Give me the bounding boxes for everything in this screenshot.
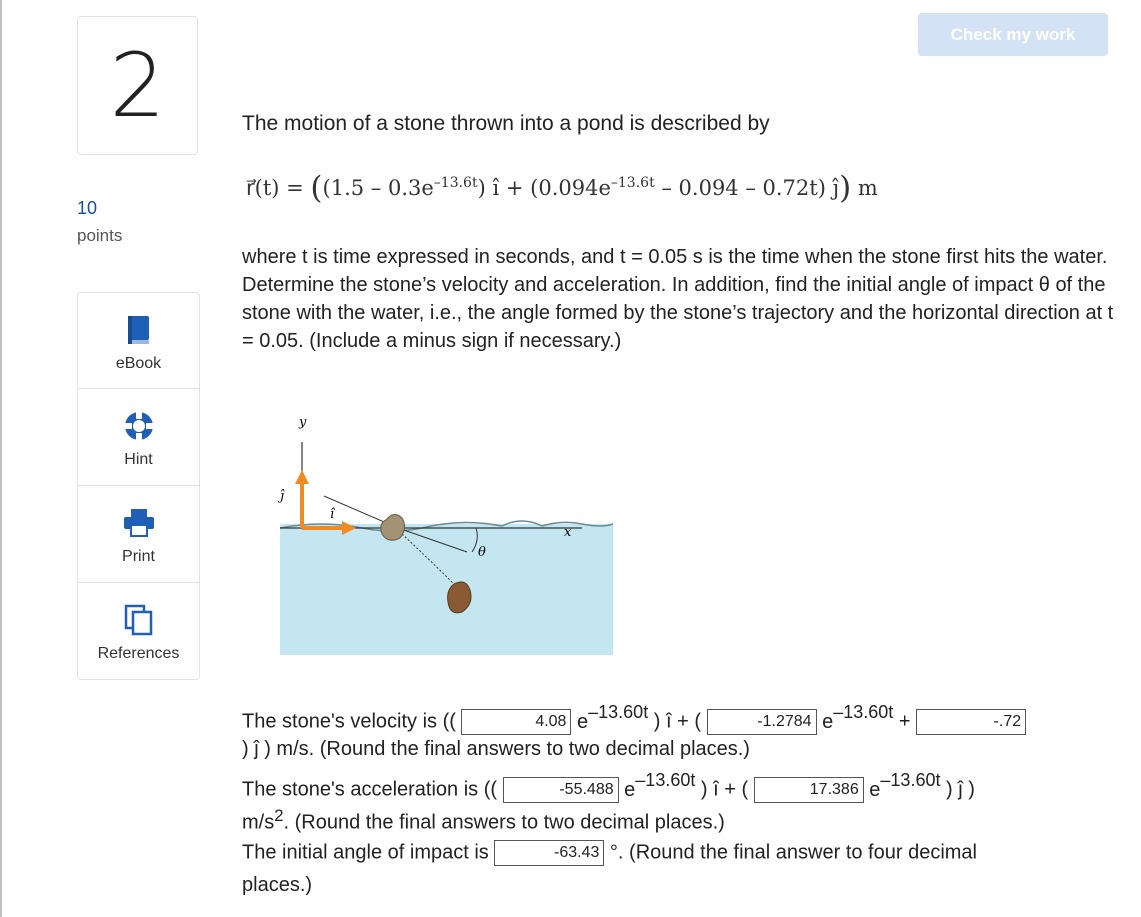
velocity-j-exponent: –13.60t	[833, 702, 894, 722]
y-axis-label: y	[299, 415, 307, 430]
angle-input[interactable]: -63.43	[494, 840, 604, 866]
velocity-mid1: ) î + (	[653, 710, 701, 733]
velocity-suffix-line	[242, 738, 1132, 772]
tools-panel	[77, 292, 200, 680]
velocity-i-exponent: –13.60t	[588, 702, 649, 722]
i-label: î	[330, 507, 335, 522]
question-prompt: The motion of a stone thrown into a pond is described by	[242, 112, 770, 135]
hint-button[interactable]	[77, 389, 200, 486]
acceleration-j-exponent: –13.60t	[880, 770, 941, 790]
documents-icon	[124, 603, 154, 637]
velocity-mid2: +	[898, 710, 911, 733]
velocity-j-constant-input[interactable]: -.72	[916, 709, 1026, 735]
angle-suffix-line	[242, 874, 1132, 908]
j-label: ĵ	[280, 489, 285, 504]
points-value: 10	[77, 198, 98, 218]
acceleration-j-exponential	[869, 770, 941, 801]
points-label: points	[77, 226, 123, 245]
equation-close-paren: )	[839, 170, 852, 206]
water-region	[280, 524, 613, 655]
acceleration-line	[242, 772, 1132, 806]
acceleration-suffix: . (Round the final answers to two decimal places.)	[283, 811, 725, 834]
references-label: References	[97, 645, 180, 662]
ebook-label: eBook	[115, 355, 162, 372]
ebook-button[interactable]	[77, 292, 200, 389]
references-button[interactable]	[77, 583, 200, 680]
book-icon	[126, 313, 152, 347]
acceleration-j-coefficient-input[interactable]: 17.386	[754, 777, 864, 803]
velocity-suffix: ) ĵ ) m/s. (Round the final answers to two decimal places.)	[242, 738, 750, 760]
question-paragraph: where t is time expressed in seconds, and t = 0.05 s is the time when the stone first hits the water. Determine the stone’s velocity and acceleration. In addition, find the initial angle of impact θ of the stone with the water, i.e., the angle formed by the stone’s trajectory and the horizontal direction at t = 0.05. (Include a minus sign if necessary.)	[242, 246, 1114, 352]
velocity-prefix: The stone's velocity is ((	[242, 710, 456, 733]
print-label: Print	[122, 548, 155, 565]
theta-label: θ	[478, 545, 486, 560]
position-equation	[246, 170, 878, 206]
answers-section	[242, 704, 1132, 908]
x-axis-label: x	[564, 525, 572, 540]
acceleration-i-e: e	[624, 778, 636, 801]
acceleration-unit: m/s	[242, 811, 275, 834]
equation-j-term-b: – 0.094 – 0.72t) ĵ	[654, 176, 840, 200]
check-my-work-button[interactable]: Check my work	[918, 13, 1108, 56]
equation-open-paren: (	[310, 170, 323, 206]
left-border	[0, 0, 2, 917]
angle-suffix-2: places.)	[242, 874, 313, 896]
acceleration-mid2: ) ĵ )	[946, 778, 975, 801]
stone-pond-figure	[262, 412, 622, 657]
acceleration-i-exponential	[624, 770, 696, 801]
acceleration-i-coefficient-input[interactable]: -55.488	[503, 777, 619, 803]
angle-prefix: The initial angle of impact is	[242, 841, 489, 864]
stone-at-surface	[381, 514, 405, 540]
acceleration-mid1: ) î + (	[700, 778, 749, 801]
equation-lhs: r⃗(t) =	[246, 176, 304, 200]
angle-suffix: °. (Round the final answer to four decimal	[609, 841, 977, 864]
velocity-line	[242, 704, 1132, 738]
hint-label: Hint	[124, 451, 153, 468]
question-number: 2	[77, 16, 198, 155]
velocity-i-coefficient-input[interactable]: 4.08	[461, 709, 571, 735]
velocity-j-e: e	[822, 710, 834, 733]
acceleration-suffix-line	[242, 806, 1132, 840]
lifebuoy-icon	[123, 409, 155, 443]
equation-unit: m	[857, 176, 878, 200]
velocity-j-exponential	[822, 702, 894, 733]
print-button[interactable]	[77, 486, 200, 583]
equation-i-term: (1.5 – 0.3e	[322, 176, 434, 200]
angle-line	[242, 840, 1132, 874]
velocity-j-coefficient-input[interactable]: -1.2784	[707, 709, 817, 735]
equation-j-exponent: –13.6t	[610, 175, 655, 191]
acceleration-i-exponent: –13.60t	[635, 770, 696, 790]
acceleration-j-e: e	[869, 778, 881, 801]
acceleration-prefix: The stone's acceleration is ((	[242, 778, 498, 801]
velocity-i-exponential	[577, 702, 649, 733]
acceleration-unit-exponent: 2	[274, 806, 284, 825]
equation-j-term-a: ) î + (0.094e	[477, 176, 611, 200]
velocity-i-e: e	[577, 710, 589, 733]
printer-icon	[123, 506, 155, 540]
j-arrowhead	[295, 470, 309, 484]
equation-i-exponent: –13.6t	[433, 175, 478, 191]
